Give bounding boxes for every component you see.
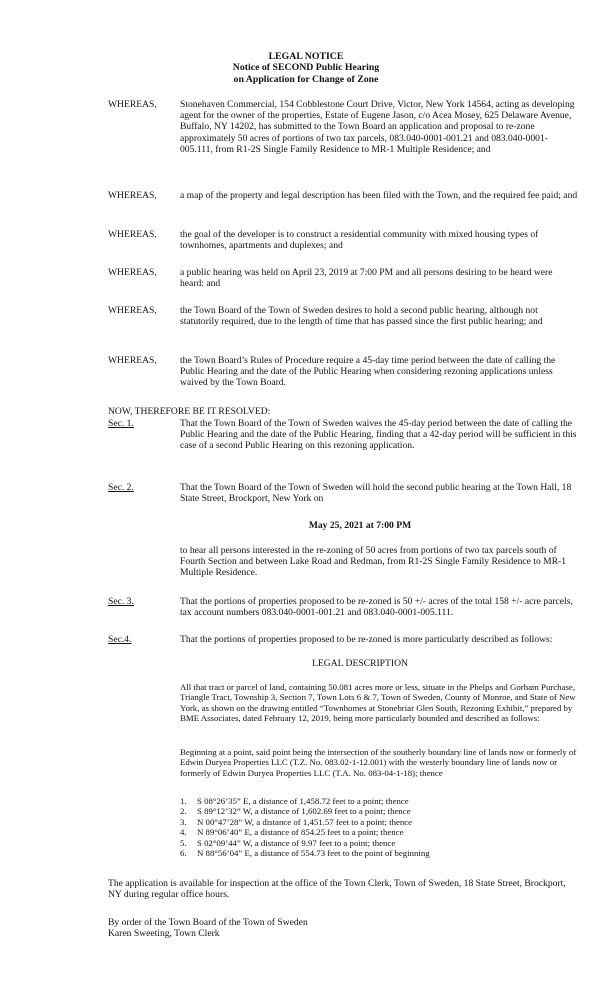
course-text: N 88°56’04” E, a distance of 554.73 feet to the point of beginning [197,847,430,858]
section-text: That the Town Board of the Town of Sweden waives the 45-day period between the date of calling the Public Hearing and the date of the Public Hearing, finding that a 42-day period will be sufficient in this case of a second Public Hearing on this rezoning application. [180,418,577,452]
title-line-2: Notice of SECOND Public Hearing [232,62,380,74]
whereas-text: Stonehaven Commercial, 154 Cobblestone Court Drive, Victor, New York 14564, acting as developing agent for the owner of the properties, Estate of Eugene Jason, c/o Acea Mosey, 625 Delaware Avenue, Buffalo, NY 14202, has submitted to the Town Board an application and proposal to re-zone approximately 50 acres of portions of two tax parcels, 083.040-0001-001.21 and 083.040-0001-005.111, from R1-2S Single Family Residence to MR-1 Multiple Residence; and [180,99,575,155]
list-item [180,806,580,816]
whereas-text: the goal of the developer is to construct a residential community with mixed housing types of townhomes, apartments and duplexes; and [180,229,539,252]
whereas-text: the Town Board’s Rules of Procedure require a 45-day time period between the date of calling the Public Hearing and the date of the Public Hearing when considering rezoning applications unless waived by the Town Board. [180,355,556,389]
list-item [180,817,580,827]
list-item [180,827,580,837]
whereas-label: WHEREAS, [108,355,157,366]
list-item [180,848,580,858]
whereas-text: a map of the property and legal description has been filed with the Town, and the required fee paid; and [180,190,578,201]
legal-description-heading: LEGAL DESCRIPTION [312,658,408,669]
course-number: 5. [180,837,187,848]
course-text: N 00°47’28” W, a distance of 1,451.57 feet to a point; thence [197,816,413,827]
course-number: 4. [180,827,187,838]
section-label: Sec.4. [108,634,132,645]
whereas-label: WHEREAS, [108,190,157,201]
course-number: 1. [180,796,187,806]
signature-block [108,917,578,939]
course-text: S 89°12’32” W, a distance of 1,602.69 feet to a point; thence [197,806,411,817]
section-text: That the portions of properties proposed to be re-zoned is 50 +/- acres of the total 158 +/- acre parcels, tax account numbers 083.040-0001-001.21 and 083.040-0001-005.111. [180,596,573,619]
course-text: S 08°26’35” E, a distance of 1,458.72 feet to a point; thence [197,796,409,806]
title-line-1: LEGAL NOTICE [268,51,344,62]
whereas-label: WHEREAS, [108,267,157,278]
section-2-continued: to hear all persons interested in the re-zoning of 50 acres from portions of two tax parcels south of Fourth Section and between Lake Road and Redman, from R1-2S Single Family Residence to MR-1 Multiple Residence. [180,545,567,579]
availability-statement: The application is available for inspection at the office of the Town Clerk, Town of Sweden, 18 State Street, Brockport, NY during regular office hours. [108,878,566,901]
hearing-date: May 25, 2021 at 7:00 PM [308,520,412,531]
section-text: That the portions of properties proposed to be re-zoned is more particularly described as follows: [180,634,553,645]
section-label: Sec. 1. [108,418,134,429]
list-item [180,838,580,848]
whereas-label: WHEREAS, [108,229,157,240]
whereas-label: WHEREAS, [108,305,157,316]
title-line-3: on Application for Change of Zone [233,73,379,85]
resolved-heading: NOW, THEREFORE BE IT RESOLVED: [108,406,271,417]
course-text: S 02°09’44” W, a distance of 9.97 feet to a point; thence [197,837,396,848]
whereas-text: the Town Board of the Town of Sweden desires to hold a second public hearing, although not statutorily required, due to the length of time that has passed since the first public hearing; and [180,305,543,328]
course-number: 6. [180,847,187,858]
notice-title [0,51,612,85]
whereas-label: WHEREAS, [108,99,157,110]
section-text: That the Town Board of the Town of Sweden will hold the second public hearing at the Town Hall, 18 State Street, Brockport, New York on [180,482,572,505]
metes-and-bounds-list [180,796,580,858]
legal-description-paragraph-2: Beginning at a point, said point being the intersection of the southerly boundary line of lands now or formerly of Edwin Duryea Properties LLC (T.Z. No. 083.02-1-12.001) with the westerly boundary line of lands now or formerly of Edwin Duryea Properties LLC (T.A. No. 083-04-1-18); thence [180,747,577,778]
section-label: Sec. 2. [108,482,134,493]
section-label: Sec. 3. [108,596,134,607]
list-item [180,796,580,806]
course-number: 3. [180,816,187,827]
course-text: N 89°06’40” E, a distance of 854.25 feet to a point; thence [197,827,404,838]
signature-line-2: Karen Sweeting, Town Clerk [108,928,220,940]
legal-description-paragraph-1: All that tract or parcel of land, containing 50.081 acres more or less, situate in the Phelps and Gorham Purchase, Triangle Tract, Township 3, Section 7, Town Lots 6 & 7, Town of Sweden, County of Monroe, and State of New York, as shown on the drawing entitled “Townhomes at Stonebriar Glen South, Rezoning Exhibit,” prepared by BME Associates, dated February 12, 2019, being more particularly bounded and described as follows: [180,682,576,724]
whereas-text: a public hearing was held on April 23, 2019 at 7:00 PM and all persons desiring to be heard were heard: and [180,267,553,290]
signature-line-1: By order of the Town Board of the Town of Sweden [108,917,308,928]
course-number: 2. [180,806,187,817]
